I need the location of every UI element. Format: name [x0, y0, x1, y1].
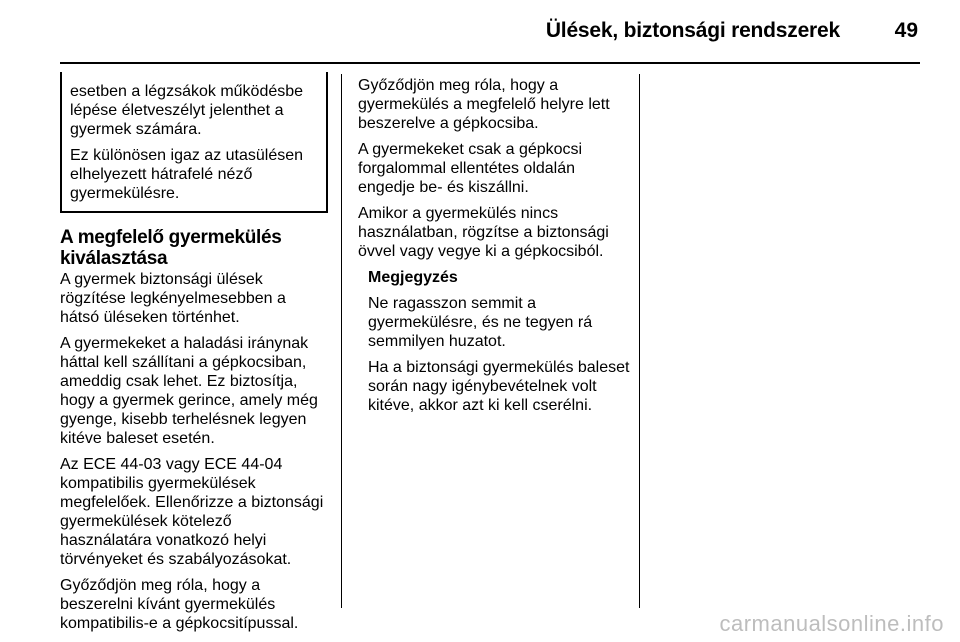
body-paragraph: A gyermekeket csak a gépkocsi forgalommal ellentétes oldalán engedje be- és kiszállni. [358, 141, 583, 196]
column-divider [341, 74, 342, 608]
body-paragraph: Amikor a gyermekülés nincs használatban, rögzítse a biztonsági övvel vagy vegye ki a gépkocsiból. [358, 205, 609, 260]
body-paragraph: Az ECE 44-03 vagy ECE 44-04 kompatibilis gyermekülések megfelelőek. Ellenőrizze a biztonsági gyermekülések kötelező használatára vonatkozó helyi törvényeket és szabályozásokat. [60, 456, 324, 568]
page-number: 49 [894, 19, 918, 42]
body-paragraph: A gyermek biztonsági ülések rögzítése legkényelmesebben a hátsó üléseken történhet. [60, 271, 286, 326]
note-paragraph: Ne ragasszon semmit a gyermekülésre, és ne tegyen rá semmilyen huzatot. [368, 295, 593, 350]
body-paragraph: Győződjön meg róla, hogy a beszerelni kívánt gyermekülés kompatibilis-e a gépkocsitípussal. [60, 577, 299, 632]
page-header [60, 0, 920, 64]
note-title: Megjegyzés [368, 269, 458, 286]
column-divider [639, 74, 640, 608]
warning-box [60, 72, 328, 213]
note-paragraph: Ha a biztonsági gyermekülés baleset során nagy igénybevételnek volt kitéve, akkor azt ki kell cserélni. [368, 359, 630, 414]
middle-column [358, 76, 636, 422]
warning-text: esetben a légzsákok működésbe lépése életveszélyt jelenthet a gyermek számára. [70, 83, 304, 138]
body-paragraph: A gyermekeket a haladási iránynak háttal kell szállítani a gépkocsiban, ameddig csak lehet. Ez biztosítja, hogy a gyermek gerince, amely még gyenge, kisebb terhelésnek legyen kitéve baleset esetén. [60, 335, 318, 447]
section-heading: A megfelelő gyermekülés kiválasztása [60, 227, 282, 269]
note-block [358, 268, 636, 415]
watermark: carmanualsonline.info [719, 611, 944, 636]
body-paragraph: Győződjön meg róla, hogy a gyermekülés a megfelelő helyre lett beszerelve a gépkocsiba. [358, 77, 610, 132]
left-column [60, 72, 326, 640]
page-title: Ülések, biztonsági rendszerek [545, 19, 840, 42]
warning-text: Ez különösen igaz az utasülésen elhelyezett hátrafelé néző gyermekülésre. [70, 147, 304, 202]
